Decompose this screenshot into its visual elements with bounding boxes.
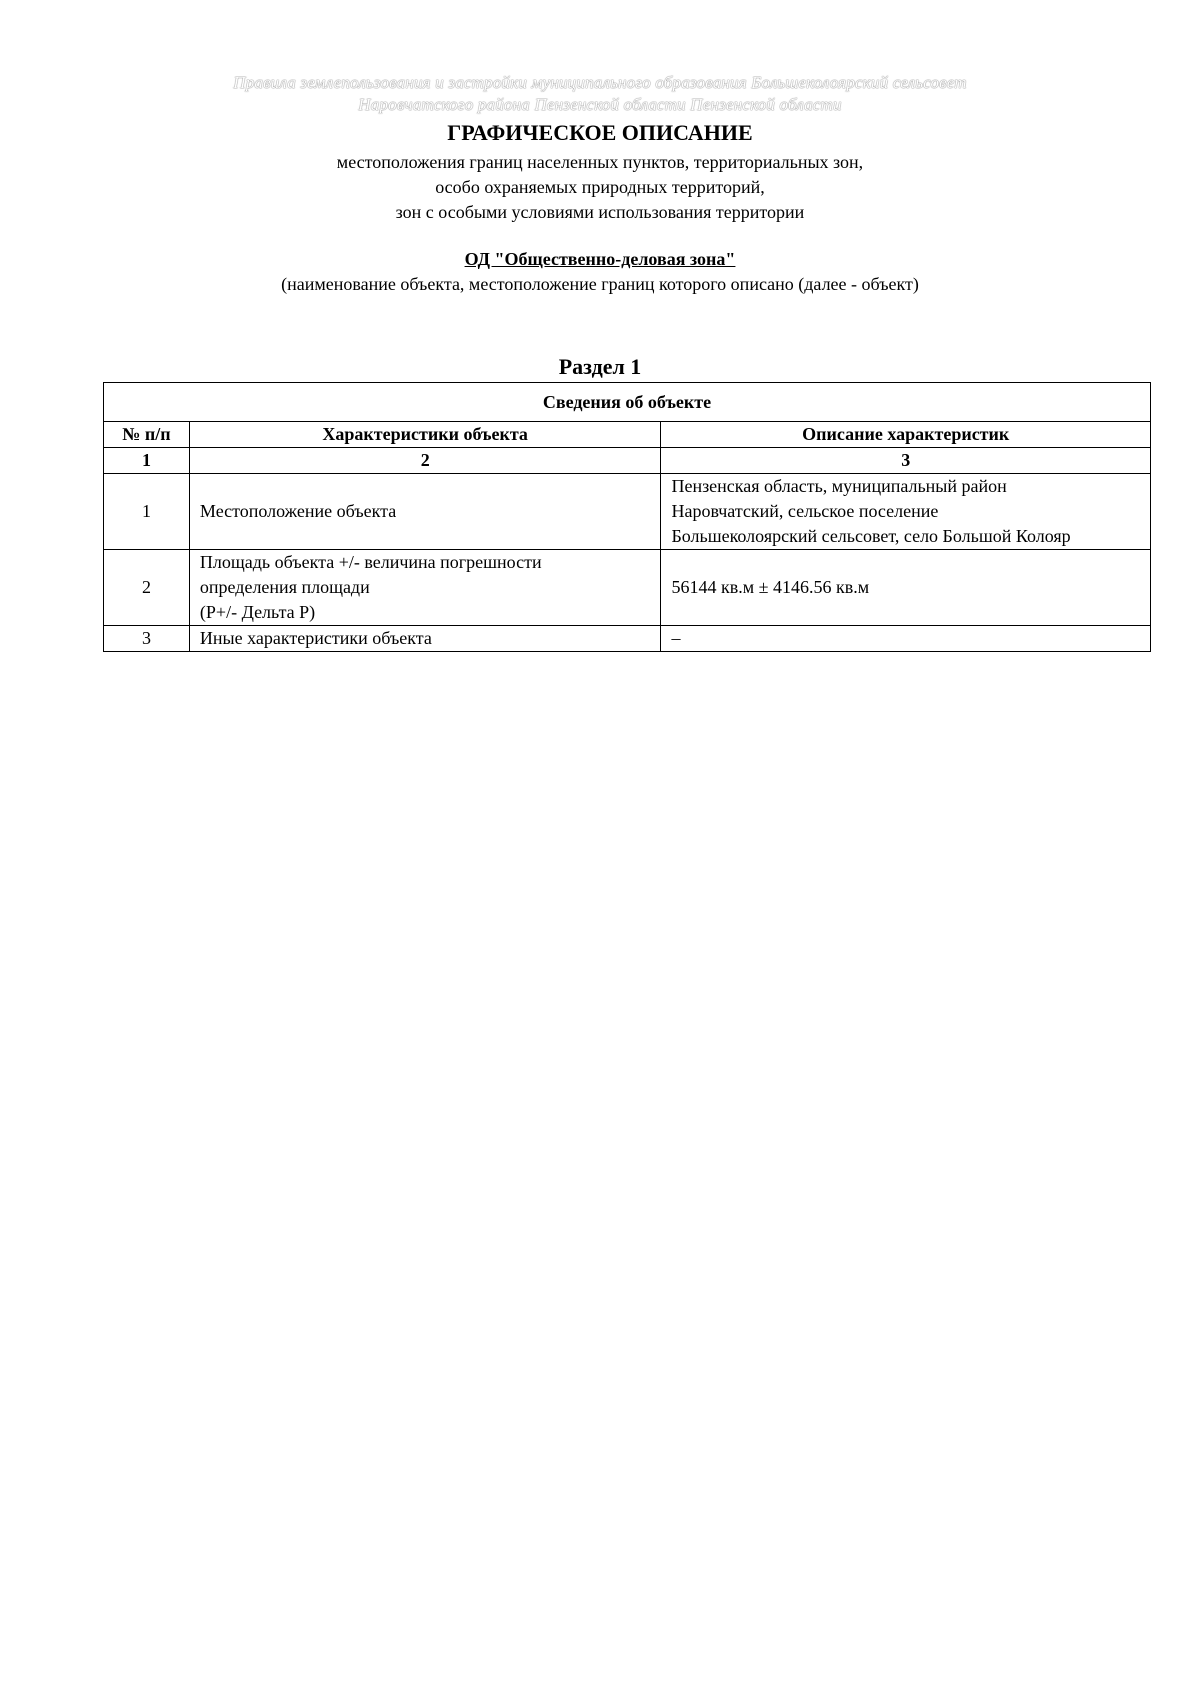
header-characteristic: Характеристики объекта [189,422,661,448]
row-characteristic [189,550,661,626]
object-caption: (наименование объекта, местоположение границ которого описано (далее - объект) [281,274,919,294]
subtitle-line-1: местоположения границ населенных пунктов, территориальных зон, [336,152,864,172]
subtitle-line-3: зон с особыми условиями использования территории [395,202,805,222]
characteristic-line: определения площади [199,577,370,597]
description-line: Наровчатский, сельское поселение [671,501,939,521]
table-row [104,550,1151,626]
header-description: Описание характеристик [661,422,1151,448]
characteristic-line: Иные характеристики объекта [199,628,432,648]
row-description [661,626,1151,652]
description-line: 56144 кв.м ± 4146.56 кв.м [671,577,870,597]
table-row [104,626,1151,652]
document-header-line-1: Правила землепользования и застройки муниципального образования Большеколоярский сельсовет [233,73,967,92]
column-number-1: 1 [104,448,190,474]
table-row [104,474,1151,550]
characteristic-line: Местоположение объекта [199,501,397,521]
row-characteristic [189,626,661,652]
subtitle-line-2: особо охраняемых природных территорий, [435,177,765,197]
table-title: Сведения об объекте [104,383,1151,422]
description-line: – [671,628,681,648]
row-number: 1 [104,474,190,550]
characteristic-line: (Р+/- Дельта Р) [199,602,316,622]
description-line: Пензенская область, муниципальный район [671,476,1007,496]
document-header-line-2: Наровчатского района Пензенской области Пензенской области [358,95,842,114]
row-number: 3 [104,626,190,652]
description-line: Большеколоярский сельсовет, село Большой Колояр [671,526,1071,546]
column-number-row [104,448,1151,474]
row-number: 2 [104,550,190,626]
document-title: ГРАФИЧЕСКОЕ ОПИСАНИЕ [447,120,753,145]
characteristic-line: Площадь объекта +/- величина погрешности [199,552,542,572]
row-description [661,550,1151,626]
table-title-row [104,383,1151,422]
row-characteristic [189,474,661,550]
object-info-table [103,382,1151,652]
column-number-3: 3 [661,448,1151,474]
table-header-row [104,422,1151,448]
row-description [661,474,1151,550]
section-heading: Раздел 1 [558,354,642,379]
column-number-2: 2 [189,448,661,474]
header-number: № п/п [104,422,190,448]
object-name: ОД "Общественно-деловая зона" [464,249,736,269]
